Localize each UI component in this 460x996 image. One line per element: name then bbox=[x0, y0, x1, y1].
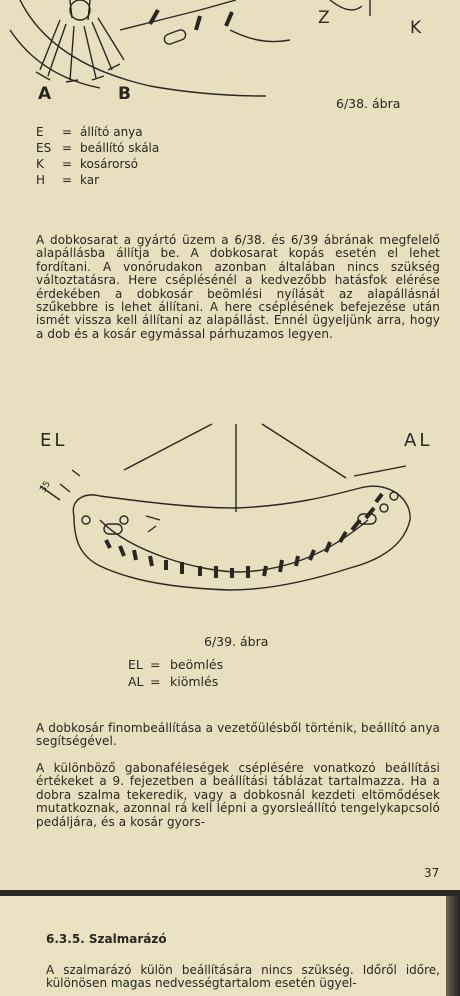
legend-key: K bbox=[36, 157, 44, 171]
legend-eq: = bbox=[150, 657, 161, 672]
body-paragraph-1: A dobkosarat a gyártó üzem a 6/38. és 6/39 ábrának megfelelő alapállásba állítja be. A dobkosarat kopás esetén el lehet fordítani. A vonórudakon azonban általában nincs szükség változtatásra. Here cséplésénél a kedvezőbb hatásfok elérése érdekében a dobkosár beömlési nyílását az alapállásnál szűkebbre is lehet állítani. A here cséplésének befejezése után ismét vissza kell állítani az alapállást. Ennél ügyeljünk arra, hogy a dob és a kosár egymással párhuzamos legyen. bbox=[36, 233, 440, 341]
figure-38-label-a: A bbox=[38, 84, 52, 104]
legend-row bbox=[128, 673, 223, 690]
legend-key: H bbox=[36, 173, 46, 187]
figure-38-label-z: Z bbox=[318, 8, 330, 28]
figure-39-caption: 6/39. ábra bbox=[204, 634, 269, 649]
legend-eq: = bbox=[62, 141, 73, 155]
figure-39-dimension-label: 35 bbox=[38, 479, 53, 495]
legend-eq: = bbox=[62, 173, 73, 187]
figure-39-label-el: EL bbox=[40, 430, 68, 451]
legend-text: kar bbox=[80, 173, 100, 187]
figure-39-label-al: AL bbox=[404, 430, 433, 451]
legend-key: EL bbox=[128, 657, 143, 672]
legend-row bbox=[128, 656, 223, 673]
legend-text: beömlés bbox=[170, 657, 224, 672]
figure-38-label-b: B bbox=[118, 84, 131, 104]
legend-text: kosárorsó bbox=[80, 157, 139, 171]
legend-key: ES bbox=[36, 141, 52, 155]
figure-38-caption: 6/38. ábra bbox=[336, 96, 401, 111]
book-edge bbox=[446, 896, 460, 996]
legend-text: kiömlés bbox=[170, 674, 219, 689]
legend-eq: = bbox=[150, 674, 161, 689]
legend-text: beállító skála bbox=[80, 141, 160, 155]
legend-text: állító anya bbox=[80, 125, 143, 139]
body-paragraph-4: A szalmarázó külön beállítására nincs szükség. Időről időre, különösen magas nedvességtartalom esetén ügyel- bbox=[46, 963, 440, 991]
page-number: 37 bbox=[424, 866, 440, 880]
legend-key: E bbox=[36, 125, 44, 139]
legend-eq: = bbox=[62, 125, 73, 139]
legend-key: AL bbox=[128, 674, 144, 689]
figure-38-label-k: K bbox=[410, 18, 422, 38]
body-paragraph-3: A különböző gabonaféleségek cséplésére vonatkozó beállítási értékeket a 9. fejezetben a beállítási táblázat tartalmazza. Ha a dobra szalma tekeredik, vagy a dobkosnál kezdeti eltömődések mutatkoznak, azonnal rá kell lépni a gyorsleállító tengelykapcsoló pedáljára, és a kosár gyors- bbox=[36, 761, 440, 829]
figure-39-legend bbox=[128, 656, 223, 690]
legend-eq: = bbox=[62, 157, 73, 171]
body-paragraph-2: A dobkosár finombeállítása a vezetőülésből történik, beállító anya segítségével. bbox=[36, 721, 440, 749]
section-title: 6.3.5. Szalmarázó bbox=[46, 932, 167, 946]
